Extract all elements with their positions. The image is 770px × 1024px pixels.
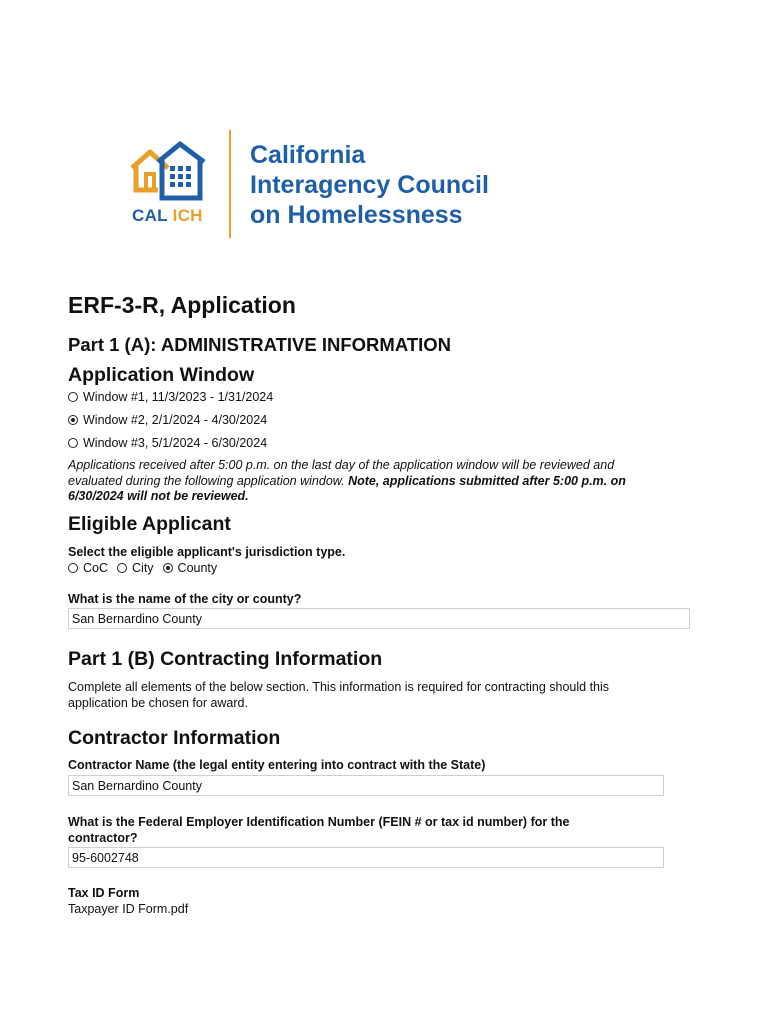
jurisdiction-options xyxy=(68,561,226,575)
logo-line-2: Interagency Council xyxy=(250,171,489,199)
logo-divider xyxy=(229,130,231,238)
county-radio[interactable] xyxy=(163,563,173,573)
jurisdiction-county-option[interactable] xyxy=(163,561,218,575)
tax-id-form-file-link[interactable]: Taxpayer ID Form.pdf xyxy=(68,902,189,916)
window-1-label: Window #1, 11/3/2023 - 1/31/2024 xyxy=(83,390,274,404)
logo-wordmark xyxy=(132,206,203,226)
window-1-radio[interactable] xyxy=(68,392,78,402)
eligible-applicant-heading: Eligible Applicant xyxy=(68,513,231,535)
city-label: City xyxy=(132,561,154,575)
part-1b-description: Complete all elements of the below section. This information is required for contracting should this application be chosen for award. xyxy=(68,680,610,710)
city-county-label: What is the name of the city or county? xyxy=(68,592,302,606)
logo-cal-text: CAL xyxy=(132,206,168,225)
jurisdiction-coc-option[interactable] xyxy=(68,561,108,575)
contractor-information-heading: Contractor Information xyxy=(68,727,281,749)
window-2-radio[interactable] xyxy=(68,415,78,425)
part-1a-heading: Part 1 (A): ADMINISTRATIVE INFORMATION xyxy=(68,334,452,355)
window-3-option[interactable] xyxy=(68,436,267,450)
window-2-label: Window #2, 2/1/2024 - 4/30/2024 xyxy=(83,413,268,427)
window-3-label: Window #3, 5/1/2024 - 6/30/2024 xyxy=(83,436,268,450)
part-1b-heading: Part 1 (B) Contracting Information xyxy=(68,648,383,670)
note-italic-text: Applications received after 5:00 p.m. on the last day of the application window will be reviewed and evaluated during the following application window. xyxy=(68,458,615,488)
logo-name xyxy=(250,140,489,230)
city-radio[interactable] xyxy=(117,563,127,573)
window-3-radio[interactable] xyxy=(68,438,78,448)
jurisdiction-city-option[interactable] xyxy=(117,561,154,575)
logo-ich-text: ICH xyxy=(172,206,203,225)
contractor-name-field[interactable]: San Bernardino County xyxy=(68,775,664,796)
fein-label: What is the Federal Employer Identification Number (FEIN # or tax id number) for the contractor? xyxy=(68,815,570,845)
tax-id-form-label: Tax ID Form xyxy=(68,886,140,900)
note-bold-text: Note, applications submitted after 5:00 p.m. on 6/30/2024 will not be reviewed. xyxy=(68,473,626,503)
cal-ich-logo xyxy=(128,128,528,242)
logo-line-1: California xyxy=(250,141,366,169)
coc-label: CoC xyxy=(83,561,109,575)
application-window-heading: Application Window xyxy=(68,364,255,386)
jurisdiction-label: Select the eligible applicant's jurisdiction type. xyxy=(68,545,346,559)
city-county-field[interactable]: San Bernardino County xyxy=(68,608,690,629)
page-title: ERF-3-R, Application xyxy=(68,292,296,318)
application-window-note xyxy=(68,458,668,505)
window-2-option[interactable] xyxy=(68,413,267,427)
coc-radio[interactable] xyxy=(68,563,78,573)
window-1-option[interactable] xyxy=(68,390,273,404)
fein-field[interactable]: 95-6002748 xyxy=(68,847,664,868)
contractor-name-label: Contractor Name (the legal entity entering into contract with the State) xyxy=(68,758,486,772)
house-logo-icon xyxy=(128,128,228,208)
county-label: County xyxy=(177,561,218,575)
logo-line-3: on Homelessness xyxy=(250,201,463,229)
